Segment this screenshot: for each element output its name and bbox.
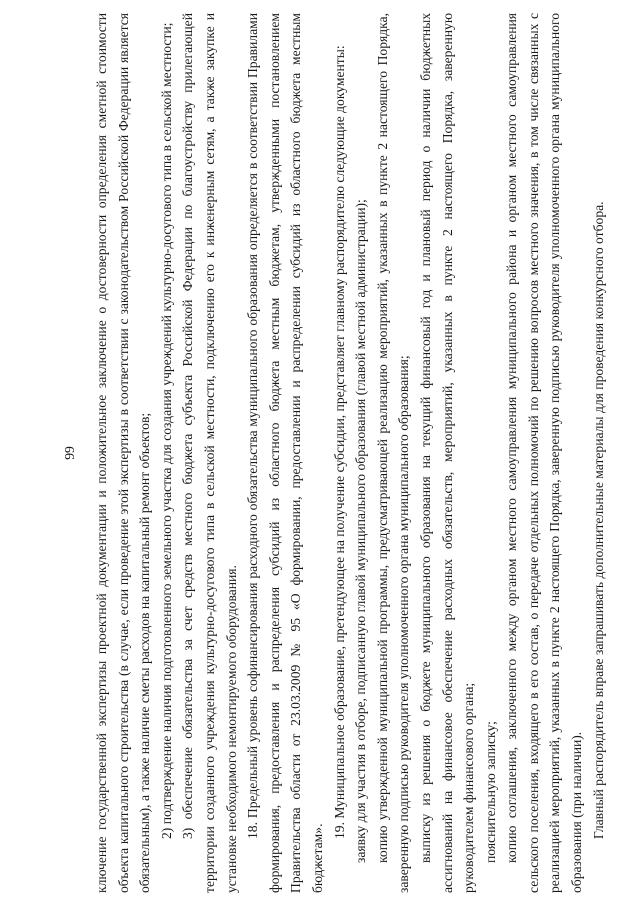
paragraph-section-19: 19. Муниципальное образование, претендующее на получение субсидии, представляет главному распорядителю следующие документы: xyxy=(331,45,347,839)
paragraph-additional-materials: Главный распорядитель вправе запрашивать дополнительные материалы для проведения конкурсного отбора. xyxy=(590,201,606,839)
paragraph-budget-extract: выписку из решения о бюджете муниципального образования на текущий финансовый год и плановый период о наличии бюджетных ассигнований на финансовое обеспечение расходных обязательств, мероприятий, указанных в пункте 2 настоящего Порядка, заверенную руководителем финансового органа; xyxy=(417,13,477,893)
document-body xyxy=(59,13,606,893)
paragraph-continuation: ключение государственной экспертизы проектной документации и положительное заключение о достоверности определения сметной стоимости объекта капитального строительства (в случае, если проведение этой экспертизы в соответствии с законодательством Российской Федерации является обязательным), а также наличие сметы расходов на капитальный ремонт объектов; xyxy=(94,13,153,893)
paragraph-program-copy: копию утвержденной муниципальной программы, предусматривающей реализацию мероприятий, указанных в пункте 2 настоящего Порядка, заверенную подписью руководителя уполномоченного органа муниципального образования; xyxy=(374,13,412,893)
paragraph-section-18: 18. Предельный уровень софинансирования расходного обязательства муниципального образования определяется в соответствии Правилами формирования, предоставления и распределения субсидий из областного бюджета местным бюджетам, утвержденными постановлением Правительства области от 23.03.2009 № 95 «О формировании, предоставлении и распределении субсидий из областного бюджета местным бюджетам». xyxy=(245,13,325,893)
paragraph-agreement-copy: копию соглашения, заключенного между органом местного самоуправления муниципального района и органом местного самоуправления сельского поселения, входящего в его состав, о передаче отдельных полномочий по решению вопросов местного значения, в том числе связанных с реализацией мероприятий, указанных в пункте 2 настоящего Порядка, заверенную подписью руководителя уполномоченного органа муниципального образования (при наличии). xyxy=(504,13,585,893)
paragraph-item-3: 3) обеспечение обязательства за счет средств местного бюджета субъекта Российской Федерации по благоустройству прилегающей территории созданного учреждения культурно-досугового типа в сельской местности, подключению его к инженерным сетям, а также закупке и установке необходимого немонтируемого оборудования. xyxy=(180,13,239,893)
paragraph-explanatory-note: пояснительную записку; xyxy=(482,721,498,863)
paragraph-item-2: 2) подтверждение наличия подготовленного земельного участка для создания учреждений культурно-досугового типа в сельской местности; xyxy=(158,22,174,839)
paragraph-application: заявку для участия в отборе, подписанную главой муниципального образования (главой местной администрации); xyxy=(353,199,369,863)
page-number: 99 xyxy=(62,446,77,460)
